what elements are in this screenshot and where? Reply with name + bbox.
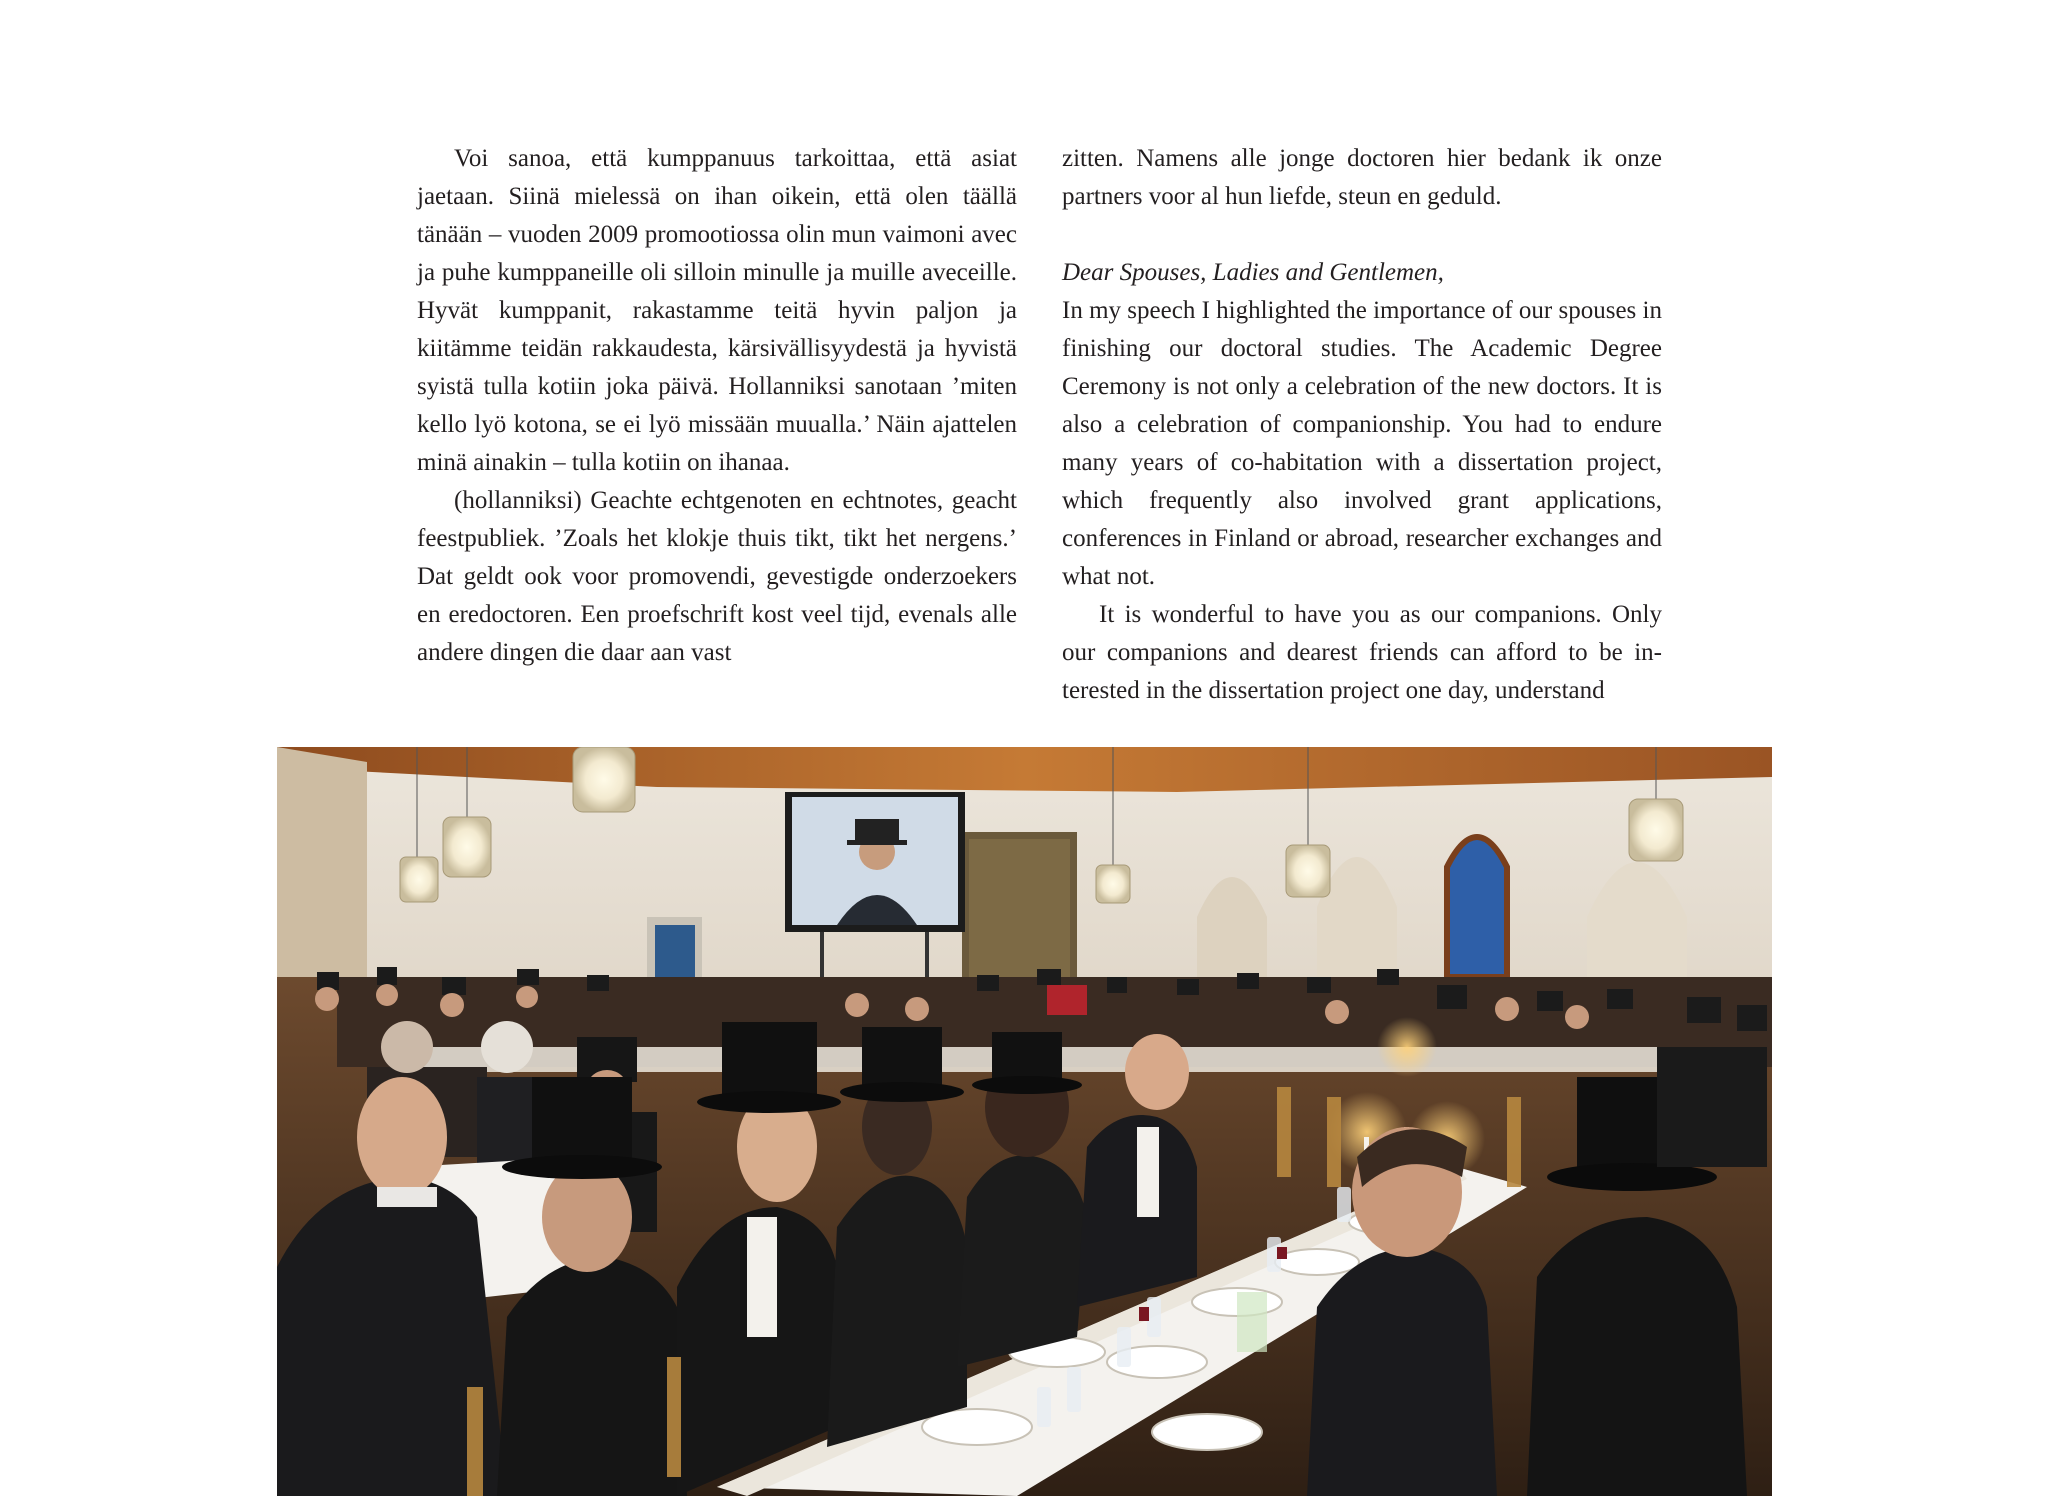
banquet-photo <box>277 747 1772 1496</box>
paragraph: zitten. Namens alle jonge doctoren hier bedank ik onze partners voor al hun liefde, steun en geduld. <box>1062 145 1662 210</box>
paragraph: Voi sanoa, että kumppanuus tarkoittaa, että asiat jaetaan. Siinä mielessä on ihan oikein, että olen täällä tänään – vuoden 2009 promootiossa olin mun vaimoni avec ja puhe kumppaneille oli silloin minulle ja muille aveceille. Hyvät kumppanit, rakastamme teitä hyvin paljon ja kiitämme teidän rakkaudesta, kärsivällisyydestä ja hyvistä syistä tulla kotiin joka päivä. Hollanniksi sanotaan ’miten kello lyö kotona, se ei lyö missään muualla.’ Näin ajattelen minä ainakin – tulla kotiin on ihanaa. <box>417 145 1017 476</box>
left-text-column <box>417 140 1017 672</box>
paragraph: In my speech I highlighted the importance of our spouses in finishing our doctoral studies. The Academic Degree Ceremony is not only a celebration of the new doctors. It is also a celebration of companionship. You had to endure many years of co-habitation with a dissertation project, which frequently also involved grant applications, conferences in Finland or abroad, researcher exchanges and what not. <box>1062 297 1662 590</box>
paragraph: It is wonderful to have you as our companions. Only our companions and dearest friends can afford to be interested in the dissertation project one day, understand <box>1062 601 1662 704</box>
salutation: Dear Spouses, Ladies and Gentlemen, <box>1062 259 1444 286</box>
paragraph: (hollanniksi) Geachte echtgenoten en echtnotes, geacht feestpubliek. ’Zoals het klokje thuis tikt, tikt het nergens.’ Dat geldt ook voor promovendi, gevestigde onderzoekers en eredoctoren. Een proefschrift kost veel tijd, evenals alle andere dingen die daar aan vast <box>417 487 1017 666</box>
right-text-column <box>1062 140 1662 710</box>
banquet-photo-illustration <box>277 747 1772 1496</box>
